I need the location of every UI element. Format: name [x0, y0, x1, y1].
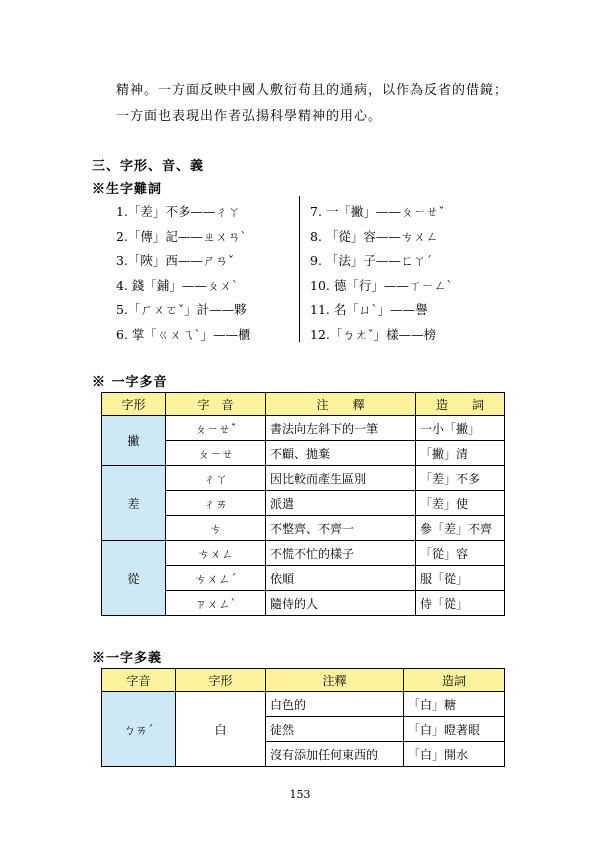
sound-cell: ㄘ	[166, 516, 266, 541]
vocab-item: 2.「傳」記——ㄓㄨㄢˋ	[116, 228, 247, 244]
char-cell: 差	[102, 466, 166, 541]
header-cell: 造 詞	[416, 393, 505, 416]
vocab-item: 11. 名「ㄩˋ」——譽	[310, 302, 428, 317]
header-cell: 字 音	[166, 393, 266, 416]
meaning-cell: 不顧、拋棄	[266, 441, 416, 466]
polysemy-table	[101, 668, 505, 767]
meaning-cell: 不慌不忙的樣子	[266, 541, 416, 566]
word-cell: 「差」不多	[416, 466, 505, 491]
sound-cell: ㄅㄞˊ	[102, 692, 176, 767]
vocab-item: 8. 「從」容——ㄘㄨㄥ	[310, 228, 439, 244]
word-cell: 「白」糖	[404, 692, 505, 717]
table-row	[102, 692, 505, 717]
vocab-left-column	[116, 200, 251, 347]
vocab-item: 9. 「法」子——ㄈㄚˊ	[310, 253, 433, 268]
meaning-cell: 沒有添加任何東西的	[266, 742, 404, 767]
meaning-cell: 書法向左斜下的一筆	[266, 416, 416, 441]
sound-cell: ㄔㄚ	[166, 466, 266, 491]
meaning-cell: 依順	[266, 566, 416, 591]
vocab-item: 3.「陜」西——ㄕㄢˇ	[116, 253, 235, 268]
meaning-cell: 派遣	[266, 491, 416, 516]
sound-cell: ㄆㄧㄝˇ	[166, 416, 266, 441]
header-cell: 造詞	[404, 669, 505, 692]
sound-cell: ㄘㄨㄥ	[166, 541, 266, 566]
header-cell: 字音	[102, 669, 176, 692]
word-cell: 「差」使	[416, 491, 505, 516]
table-row	[102, 541, 505, 566]
header-cell: 注釋	[266, 669, 404, 692]
char-cell: 白	[176, 692, 266, 767]
table-header-row	[102, 393, 505, 416]
meaning-cell: 徒然	[266, 717, 404, 742]
polyphone-table	[101, 392, 505, 616]
vocab-item: 7. 一「撇」——ㄆㄧㄝˇ	[310, 204, 445, 219]
word-cell: 服「從」	[416, 566, 505, 591]
sound-cell: ㄘㄨㄥˊ	[166, 566, 266, 591]
header-cell: 字形	[102, 393, 166, 416]
word-cell: 「從」容	[416, 541, 505, 566]
header-cell: 字形	[176, 669, 266, 692]
section-heading: 三、字形、音、義	[92, 159, 205, 174]
word-cell: 「撇」清	[416, 441, 505, 466]
vocab-item: 4. 錢「鋪」——ㄆㄨˋ	[116, 277, 239, 293]
meaning-cell: 隨侍的人	[266, 591, 416, 616]
meaning-cell: 不整齊、不齊一	[266, 516, 416, 541]
meaning-cell: 因比較而產生區別	[266, 466, 416, 491]
polyphone-title: ※ 一字多音	[92, 375, 168, 390]
sound-cell: ㄆㄧㄝ	[166, 441, 266, 466]
vocab-title: ※生字難詞	[92, 182, 163, 197]
sound-cell: ㄗㄨㄥˋ	[166, 591, 266, 616]
table-header-row	[102, 669, 505, 692]
intro-line-2: 一方面也表現出作者弘揚科學精神的用心。	[116, 109, 383, 124]
vocab-item: 12.「ㄅㄤˇ」樣——榜	[310, 326, 437, 342]
polysemy-title: ※一字多義	[92, 651, 163, 666]
word-cell: 參「差」不齊	[416, 516, 505, 541]
vocab-item: 1.「差」不多——ㄔㄚ	[116, 204, 241, 219]
page-number: 153	[289, 788, 311, 801]
vocab-item: 5.「ㄏㄨㄛˇ」計——夥	[116, 302, 247, 317]
table-row	[102, 466, 505, 491]
intro-line-1: 精神。一方面反映中國人敷衍苟且的通病，以作為反省的借鏡；	[116, 83, 509, 98]
vocab-divider	[299, 196, 300, 342]
vocab-item: 6. 掌「ㄍㄨㄟˋ」——櫃	[116, 326, 251, 342]
word-cell: 侍「從」	[416, 591, 505, 616]
word-cell: 「白」開水	[404, 742, 505, 767]
table-row	[102, 416, 505, 441]
meaning-cell: 白色的	[266, 692, 404, 717]
vocab-right-column	[310, 200, 453, 347]
word-cell: 「白」瞪著眼	[404, 717, 505, 742]
char-cell: 撇	[102, 416, 166, 466]
char-cell: 從	[102, 541, 166, 616]
sound-cell: ㄔㄞ	[166, 491, 266, 516]
vocab-item: 10. 德「行」——ㄒㄧㄥˋ	[310, 277, 453, 293]
header-cell: 注 釋	[266, 393, 416, 416]
word-cell: 一小「撇」	[416, 416, 505, 441]
